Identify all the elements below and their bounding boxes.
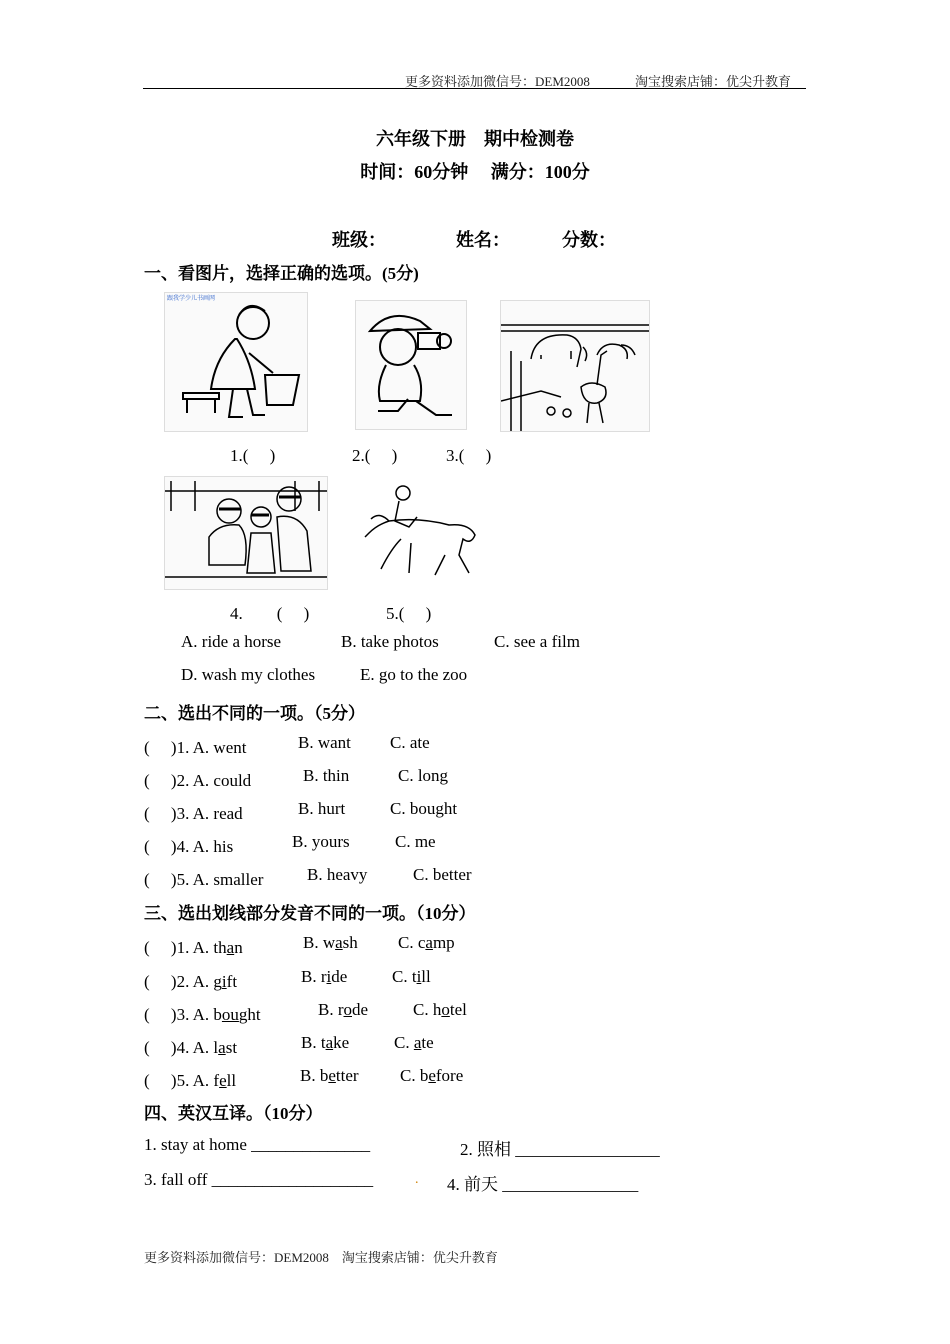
label-q1: 1.( )	[230, 446, 276, 465]
image-ride-horse	[360, 478, 486, 588]
page-subtitle: 时间：60分钟 满分：100分	[360, 162, 590, 182]
s2-q2-b: B. thin	[303, 766, 350, 785]
s3-q1-c: C. camp	[398, 933, 455, 952]
section1-heading: 一、看图片，选择正确的选项。(5分)	[144, 264, 419, 283]
score-label: 分数：	[562, 230, 616, 250]
header-shop: 淘宝搜索店铺：优尖升教育	[635, 74, 792, 89]
translate-q3: 3. fall off ___________________	[144, 1170, 374, 1189]
s3-q2-a: ( )2. A. gift	[144, 972, 238, 991]
s2-q3-a: ( )3. A. read	[144, 804, 243, 823]
boy-taking-photo-icon	[356, 301, 466, 429]
footer-text: 更多资料添加微信号：DEM2008 淘宝搜索店铺：优尖升教育	[144, 1250, 498, 1265]
s3-q3-c: C. hotel	[413, 1000, 467, 1019]
girl-washing-clothes-icon	[165, 293, 307, 431]
option-a: A. ride a horse	[181, 632, 282, 651]
s3-q3-a: ( )3. A. bought	[144, 1005, 261, 1024]
horse-rider-icon	[361, 479, 485, 587]
s3-q4-c: C. ate	[394, 1033, 434, 1052]
s2-q4-c: C. me	[395, 832, 436, 851]
image-wash-clothes	[164, 292, 308, 432]
s2-q1-c: C. ate	[390, 733, 430, 752]
s3-q3-b: B. rode	[318, 1000, 369, 1019]
s3-q1-a: ( )1. A. than	[144, 938, 243, 957]
stray-dot: .	[415, 1172, 419, 1187]
option-e: E. go to the zoo	[360, 665, 468, 684]
translate-q4: 4. 前天 ________________	[447, 1175, 639, 1194]
s2-q4-a: ( )4. A. his	[144, 837, 234, 856]
zoo-animals-icon	[501, 301, 649, 431]
section4-heading: 四、英汉互译。（10分）	[144, 1104, 323, 1123]
s3-q1-b: B. wash	[303, 933, 358, 952]
label-q3: 3.( )	[446, 446, 492, 465]
label-q2: 2.( )	[352, 446, 398, 465]
image-take-photos	[355, 300, 467, 430]
s2-q2-a: ( )2. A. could	[144, 771, 252, 790]
image-cinema	[164, 476, 328, 590]
s3-q5-b: B. better	[300, 1066, 359, 1085]
s2-q1-a: ( )1. A. went	[144, 738, 247, 757]
translate-q1: 1. stay at home ______________	[144, 1135, 371, 1154]
option-c: C. see a film	[494, 632, 580, 651]
option-d: D. wash my clothes	[181, 665, 316, 684]
s2-q5-b: B. heavy	[307, 865, 368, 884]
name-label: 姓名：	[456, 230, 510, 250]
header-wechat: 更多资料添加微信号：DEM2008	[405, 74, 590, 89]
s2-q1-b: B. want	[298, 733, 351, 752]
s3-q5-c: C. before	[400, 1066, 464, 1085]
header-rule	[143, 88, 806, 89]
page-title: 六年级下册 期中检测卷	[376, 129, 574, 149]
translate-q2: 2. 照相 _________________	[460, 1140, 660, 1159]
label-q4: 4. ( )	[230, 604, 310, 623]
label-q5: 5.( )	[386, 604, 432, 623]
s2-q3-b: B. hurt	[298, 799, 346, 818]
section2-heading: 二、选出不同的一项。（5分）	[144, 704, 365, 723]
s3-q2-c: C. till	[392, 967, 431, 986]
s3-q4-a: ( )4. A. last	[144, 1038, 238, 1057]
s2-q3-c: C. bought	[390, 799, 458, 818]
image-zoo	[500, 300, 650, 432]
image-caption: 跟我学少儿书画网	[167, 296, 216, 302]
s3-q5-a: ( )5. A. fell	[144, 1071, 237, 1090]
s2-q4-b: B. yours	[292, 832, 350, 851]
section3-heading: 三、选出划线部分发音不同的一项。（10分）	[144, 904, 476, 923]
s2-q5-c: C. better	[413, 865, 472, 884]
cinema-audience-icon	[165, 477, 327, 589]
option-b: B. take photos	[341, 632, 439, 651]
s3-q4-b: B. take	[301, 1033, 350, 1052]
s2-q2-c: C. long	[398, 766, 449, 785]
class-label: 班级：	[332, 230, 386, 250]
s2-q5-a: ( )5. A. smaller	[144, 870, 264, 889]
s3-q2-b: B. ride	[301, 967, 348, 986]
